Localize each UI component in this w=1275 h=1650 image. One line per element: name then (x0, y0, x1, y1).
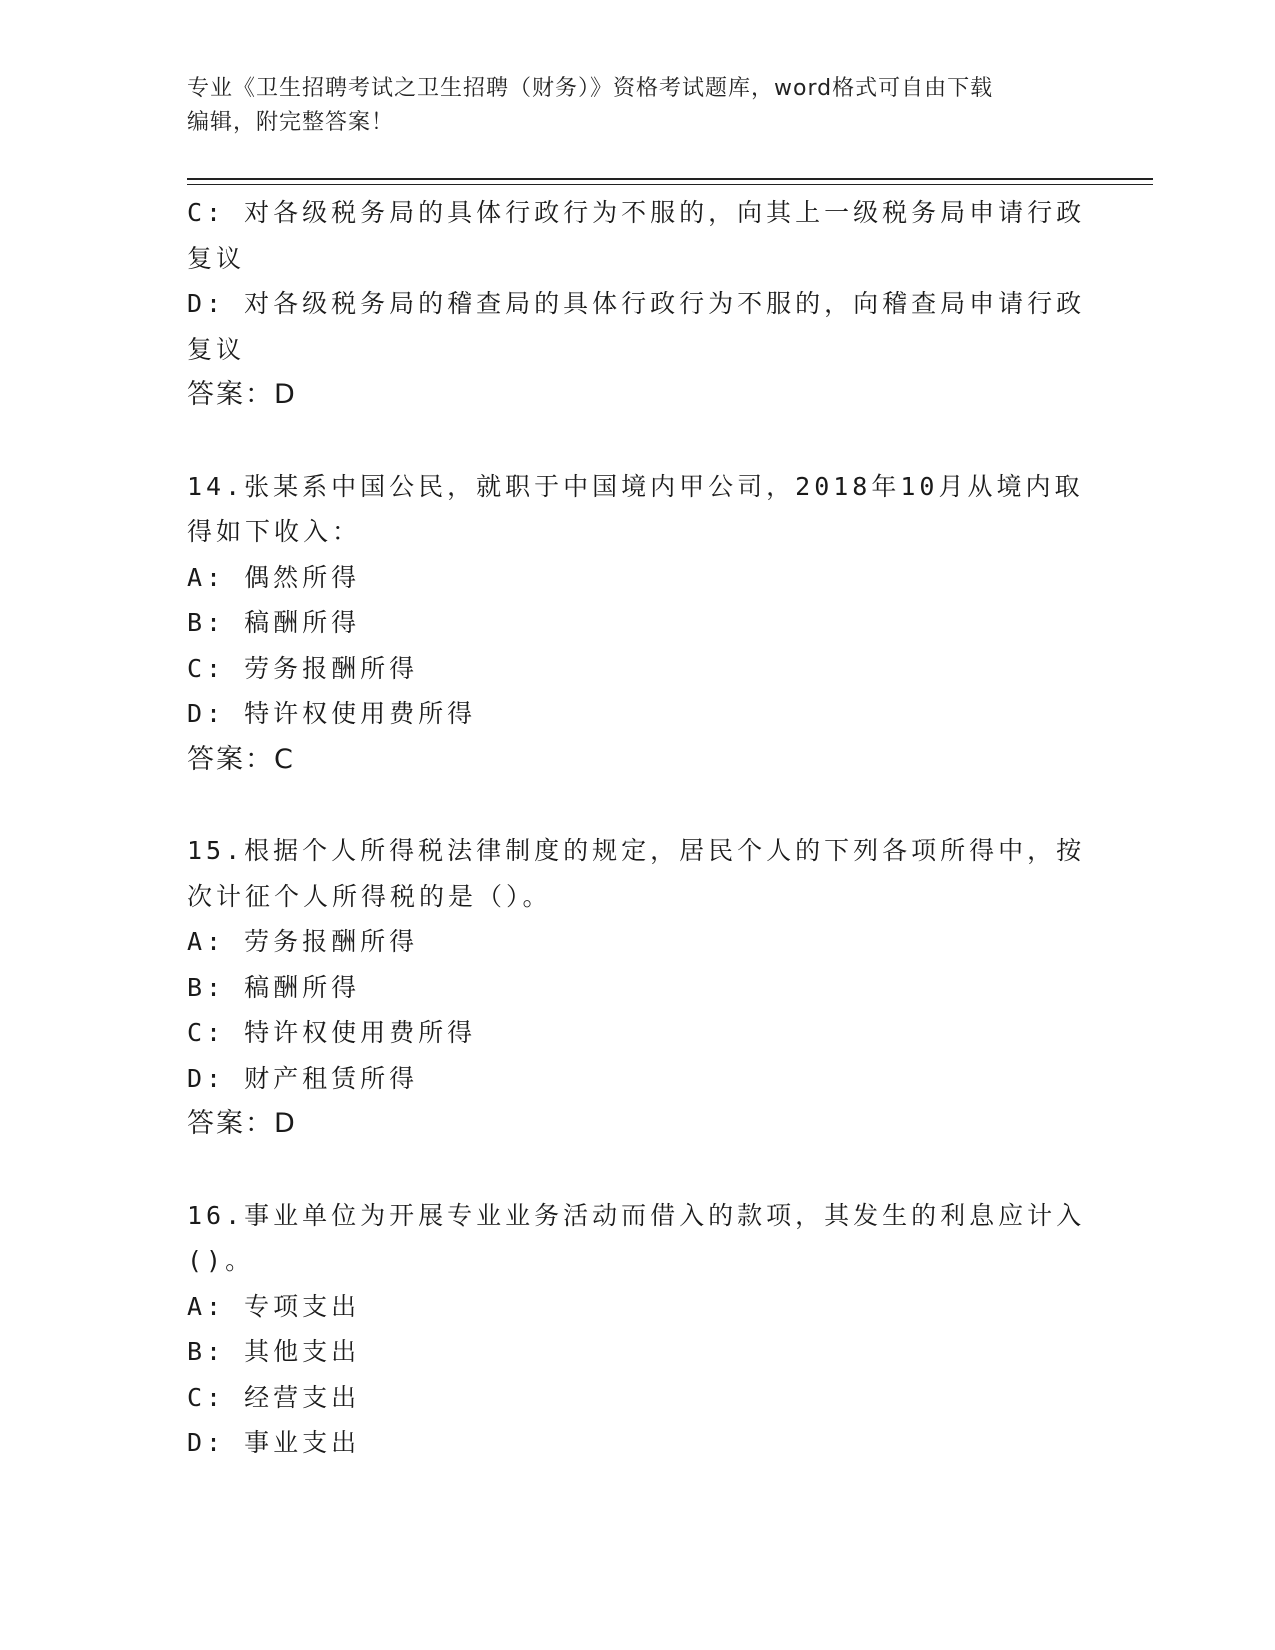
option-a: A: 偶然所得 (187, 562, 361, 592)
option-b: B: 稿酬所得 (187, 972, 361, 1002)
option-b: B: 稿酬所得 (187, 608, 361, 637)
option-c: C: 劳务报酬所得 (187, 653, 419, 683)
document-header (187, 72, 1067, 140)
answer-label: 答案：D (187, 379, 297, 410)
option-b: B: 其他支出 (187, 1337, 361, 1366)
option-d: D: 对各级税务局的稽查局的具体行政行为不服的，向稽查局申请行政 (187, 289, 1086, 318)
option-d: D: 事业支出 (187, 1428, 361, 1457)
header-divider (187, 178, 1153, 180)
question-stem-continued: 得如下收入： (187, 517, 362, 546)
header-line: 专业《卫生招聘考试之卫生招聘（财务）》资格考试题库，word格式可自由下载 (187, 76, 994, 101)
option-a: A: 劳务报酬所得 (187, 927, 419, 956)
header-line: 编辑，附完整答案！ (187, 110, 395, 135)
question-16 (187, 1193, 1087, 1466)
question-15 (187, 828, 1087, 1147)
question-list (187, 190, 1087, 1466)
option-c: C: 特许权使用费所得 (187, 1018, 477, 1047)
answer-label: 答案：C (187, 743, 295, 775)
question-14 (187, 464, 1087, 783)
option-d: D: 特许权使用费所得 (187, 699, 477, 728)
question-stem: 15.根据个人所得税法律制度的规定，居民个人的下列各项所得中，按 (187, 836, 1086, 865)
question-stem-continued: 次计征个人所得税的是（）。 (187, 881, 552, 911)
question-13-tail (187, 190, 1087, 418)
question-stem: 14.张某系中国公民，就职于中国境内甲公司，2018年10月从境内取 (187, 471, 1084, 501)
header-divider (187, 184, 1153, 185)
option-d-continued: 复议 (187, 334, 246, 364)
option-a: A: 专项支出 (187, 1291, 361, 1321)
option-c: C: 对各级税务局的具体行政行为不服的，向其上一级税务局申请行政 (187, 198, 1086, 227)
question-stem: 16.事业单位为开展专业业务活动而借入的款项，其发生的利息应计入 (187, 1200, 1086, 1230)
question-stem-continued: ()。 (187, 1246, 255, 1275)
answer-label: 答案：D (187, 1108, 297, 1139)
option-c: C: 经营支出 (187, 1382, 361, 1412)
option-d: D: 财产租赁所得 (187, 1063, 419, 1093)
option-c-continued: 复议 (187, 243, 246, 273)
